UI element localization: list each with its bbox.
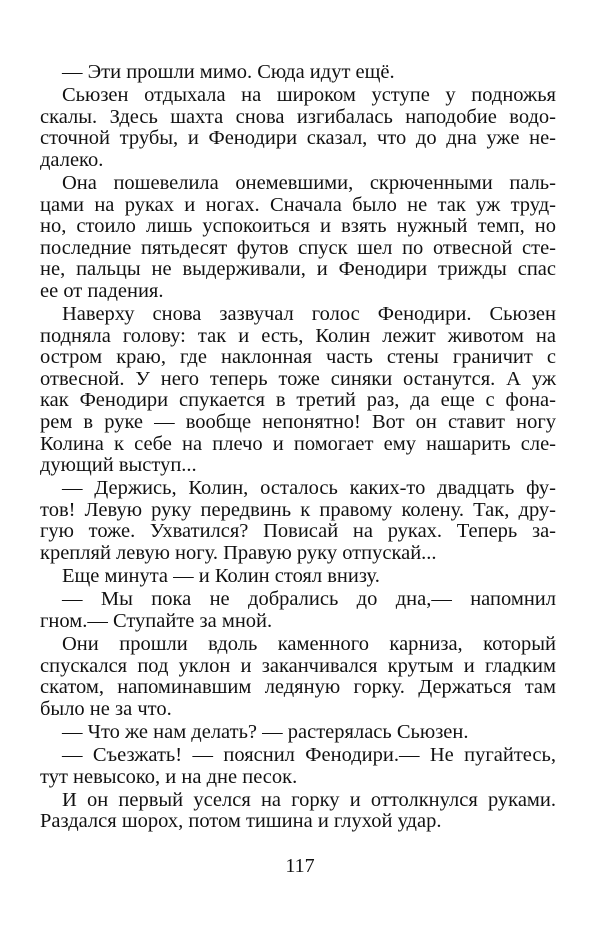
text-line: скалы. Здесь шахта снова изгибалась наподобие водо- xyxy=(40,105,556,128)
text-line: — Держись, Колин, осталось каких-то двадцать фу- xyxy=(62,477,556,500)
text-line: сточной трубы, и Фенодири сказал, что до дна уже не- xyxy=(40,127,556,150)
text-line: Колина к себе на плечо и помогает ему нашарить сле- xyxy=(40,432,556,455)
text-line: Раздался шорох, потом тишина и глухой удар. xyxy=(40,810,442,833)
text-line: отвесной. У него теперь тоже синяки останутся. А уж xyxy=(40,367,556,390)
text-line: крепляй левую ногу. Правую руку отпускай... xyxy=(40,542,437,565)
text-line: рем в руке — вообще непонятно! Вот он ставит ногу xyxy=(40,411,556,433)
text-line: Наверху снова зазвучал голос Фенодири. Сьюзен xyxy=(62,303,556,326)
text-line: остром краю, где наклонная часть стены граничит с xyxy=(40,346,556,369)
text-line: далеко. xyxy=(40,148,104,171)
text-line: цами на руках и ногах. Сначала было не так уж труд- xyxy=(40,193,556,216)
text-line: скатом, напоминавшим ледяную горку. Держаться там xyxy=(40,676,556,699)
text-line: — Съезжать! — пояснил Фенодири.— Не пугайтесь, xyxy=(62,743,556,766)
text-line: спускался под уклон и заканчивался крутым и гладким xyxy=(40,654,556,677)
text-line: подняла голову: так и есть, Колин лежит животом на xyxy=(40,324,556,347)
text-line: последние пятьдесят футов спуск шел по отвесной сте- xyxy=(40,236,556,259)
text-line: не, пальцы не выдерживали, и Фенодири трижды спас xyxy=(40,258,556,281)
text-line: — Эти прошли мимо. Сюда идут ещё. xyxy=(62,61,395,83)
text-line: гном.— Ступайте за мной. xyxy=(40,609,273,632)
text-line: было не за что. xyxy=(40,697,172,720)
text-line: гую тоже. Ухватился? Повисай на руках. Теперь за- xyxy=(40,520,556,543)
text-line: тов! Левую руку передвинь к правому колену. Так, дру- xyxy=(40,498,556,521)
text-line: тут невысоко, и на дне песок. xyxy=(40,765,298,788)
text-line: Они прошли вдоль каменного карниза, который xyxy=(62,632,556,655)
text-line: дующий выступ... xyxy=(40,454,197,477)
page-text xyxy=(40,62,556,833)
text-line: Сьюзен отдыхала на широком уступе у подножья xyxy=(62,84,556,107)
text-line: Она пошевелила онемевшими, скрюченными паль- xyxy=(62,171,556,194)
text-line: — Что же нам делать? — растерялась Сьюзен. xyxy=(62,720,469,743)
text-line: как Фенодири спукается в третий раз, да еще с фона- xyxy=(40,389,556,412)
text-line: ее от падения. xyxy=(40,279,164,302)
text-line: — Мы пока не добрались до дна,— напомнил xyxy=(62,588,556,611)
text-line: но, стоило лишь успокоиться и взять нужный темп, но xyxy=(40,215,556,238)
text-line: Еще минута — и Колин стоял внизу. xyxy=(62,565,380,588)
text-line: И он первый уселся на горку и оттолкнулся руками. xyxy=(62,788,556,811)
page-number: 117 xyxy=(285,855,315,877)
